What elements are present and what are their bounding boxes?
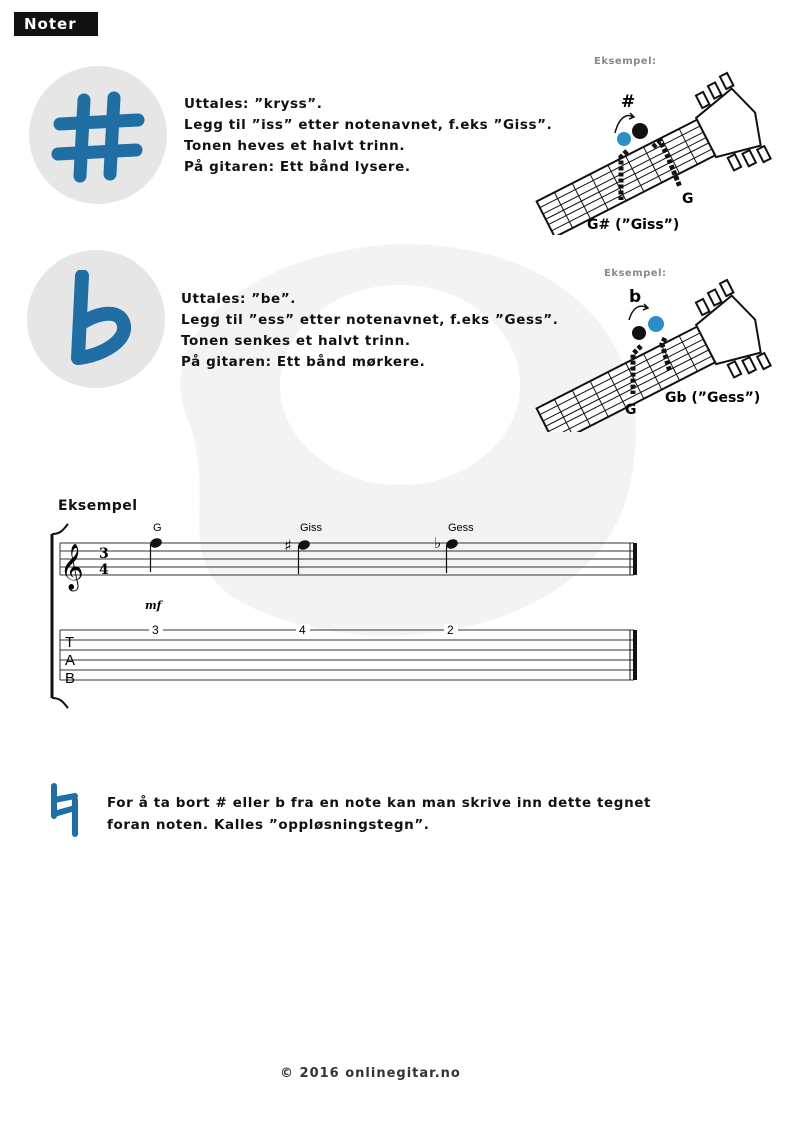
- sharp-example-label: Eksempel:: [594, 56, 657, 67]
- treble-clef-icon: 𝄞: [60, 544, 84, 590]
- dynamic-marking: mf: [145, 599, 162, 612]
- sharp-description: [184, 94, 552, 178]
- sharp-diagram-label-right: G: [682, 191, 694, 207]
- sharp-line-4: På gitaren: Ett bånd lysere.: [184, 159, 411, 175]
- time-signature-bottom: 4: [99, 562, 109, 578]
- sharp-icon: [50, 90, 146, 186]
- flat-icon: [60, 270, 140, 370]
- flat-line-4: På gitaren: Ett bånd mørkere.: [181, 354, 426, 370]
- page-tag: Noter: [14, 12, 98, 36]
- sharp-diagram-symbol: #: [621, 92, 636, 112]
- natural-icon: [48, 782, 82, 838]
- flat-accidental-icon: ♭: [434, 534, 442, 552]
- notation-system: [40, 520, 650, 710]
- sharp-diagram-label-left: G# (”Giss”): [587, 217, 680, 233]
- flat-line-1: Uttales: ”be”.: [181, 291, 296, 307]
- flat-line-2: Legg til ”ess” etter notenavnet, f.eks ”Gess”.: [181, 312, 559, 328]
- note-name-gess: Gess: [448, 522, 474, 534]
- flat-guitar-diagram: [515, 262, 790, 432]
- tab-fret-2: 4: [299, 623, 306, 637]
- footer-copyright: © 2016 onlinegitar.no: [280, 1066, 461, 1081]
- notation-title: Eksempel: [58, 498, 138, 514]
- tab-lines: [60, 630, 634, 680]
- tab-letter-b: B: [65, 670, 76, 687]
- natural-line-2: foran noten. Kalles ”oppløsningstegn”.: [107, 817, 430, 833]
- sharp-line-1: Uttales: ”kryss”.: [184, 96, 323, 112]
- time-signature-top: 3: [99, 546, 109, 562]
- flat-example-label: Eksempel:: [604, 268, 667, 279]
- sharp-guitar-diagram: [515, 55, 790, 235]
- tab-fret-1: 3: [152, 623, 159, 637]
- flat-diagram-label-right: Gb (”Gess”): [665, 390, 761, 406]
- sharp-accidental-icon: ♯: [284, 536, 292, 555]
- flat-diagram-symbol: b: [629, 287, 642, 307]
- flat-diagram-label-left: G: [625, 402, 637, 418]
- tab-fret-3: 2: [447, 623, 454, 637]
- sharp-line-2: Legg til ”iss” etter notenavnet, f.eks ”Giss”.: [184, 117, 553, 133]
- tab-letter-a: A: [65, 652, 76, 669]
- natural-line-1: For å ta bort # eller b fra en note kan man skrive inn dette tegnet: [107, 795, 652, 811]
- natural-description: [107, 792, 651, 836]
- note-name-giss: Giss: [300, 522, 322, 534]
- sharp-line-3: Tonen heves et halvt trinn.: [184, 138, 406, 154]
- flat-line-3: Tonen senkes et halvt trinn.: [181, 333, 411, 349]
- flat-description: [181, 289, 558, 373]
- tab-letter-t: T: [65, 634, 75, 651]
- staff-lines: [60, 543, 634, 575]
- note-name-g: G: [153, 522, 162, 534]
